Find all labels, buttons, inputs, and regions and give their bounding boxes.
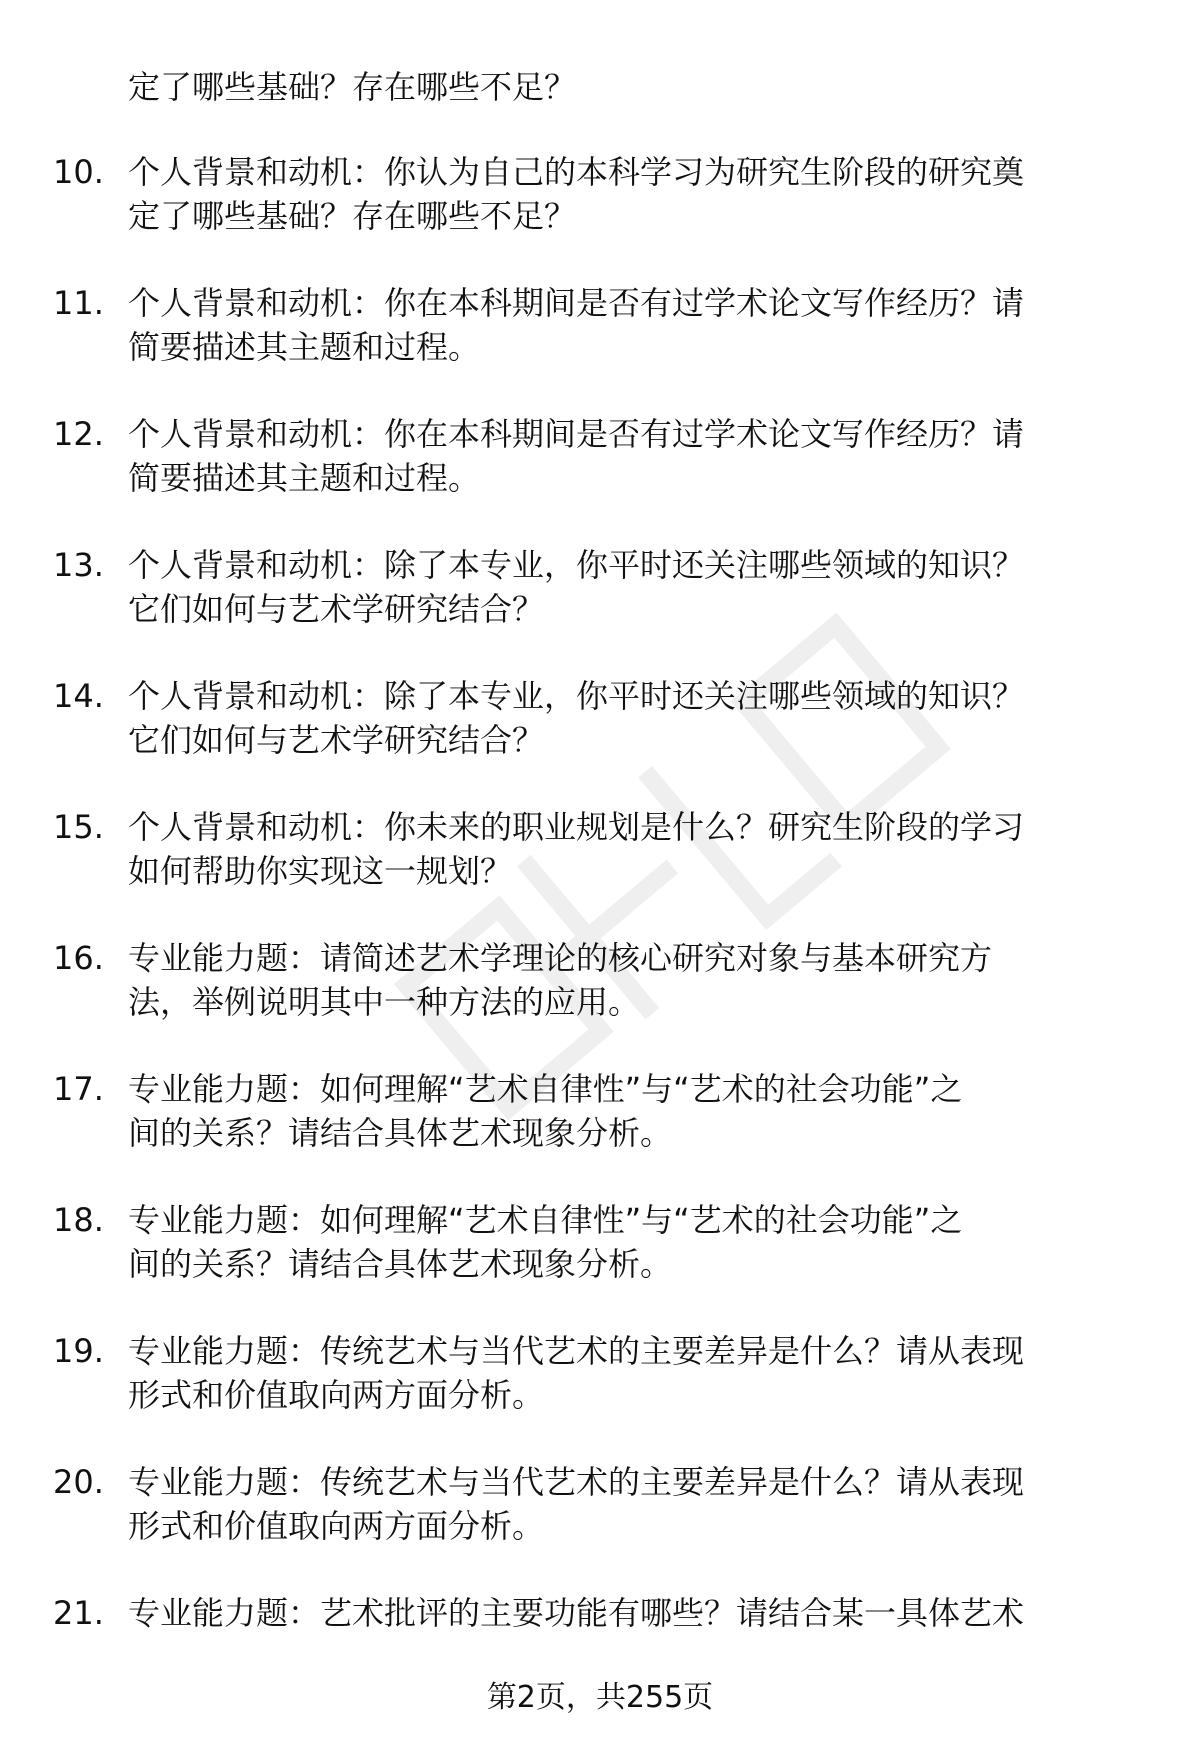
question-text-line: 专业能力题：如何理解“艺术自律性”与“艺术的社会功能”之: [128, 1070, 963, 1108]
question-number: 21.: [53, 1594, 104, 1632]
question-text-line: 个人背景和动机：你在本科期间是否有过学术论文写作经历？请: [128, 284, 1025, 322]
page-footer: 第2页，共255页: [486, 1680, 714, 1715]
continuation-line: 定了哪些基础？存在哪些不足？: [128, 68, 577, 106]
question-text-line: 定了哪些基础？存在哪些不足？: [128, 197, 577, 235]
question-number: 19.: [53, 1332, 104, 1370]
question-text-line: 间的关系？请结合具体艺术现象分析。: [128, 1114, 673, 1152]
question-number: 16.: [53, 939, 104, 977]
question-text-line: 个人背景和动机：你认为自己的本科学习为研究生阶段的研究奠: [128, 153, 1025, 191]
question-text-line: 专业能力题：艺术批评的主要功能有哪些？请结合某一具体艺术: [128, 1594, 1025, 1632]
question-text-line: 法，举例说明其中一种方法的应用。: [128, 983, 641, 1021]
question-text-line: 如何帮助你实现这一规划？: [128, 852, 513, 890]
question-number: 11.: [53, 284, 104, 322]
question-text-line: 简要描述其主题和过程。: [128, 328, 481, 366]
question-text-line: 它们如何与艺术学研究结合？: [128, 590, 545, 628]
question-text-line: 个人背景和动机：除了本专业，你平时还关注哪些领域的知识？: [128, 677, 1025, 715]
question-text-line: 专业能力题：传统艺术与当代艺术的主要差异是什么？请从表现: [128, 1332, 1025, 1370]
question-number: 14.: [53, 677, 104, 715]
question-number: 15.: [53, 808, 104, 846]
question-text-line: 个人背景和动机：你在本科期间是否有过学术论文写作经历？请: [128, 415, 1025, 453]
question-text-line: 形式和价值取向两方面分析。: [128, 1507, 545, 1545]
question-text-line: 个人背景和动机：除了本专业，你平时还关注哪些领域的知识？: [128, 546, 1025, 584]
question-number: 10.: [53, 153, 104, 191]
question-text-line: 专业能力题：请简述艺术学理论的核心研究对象与基本研究方: [128, 939, 993, 977]
question-text-line: 间的关系？请结合具体艺术现象分析。: [128, 1245, 673, 1283]
question-text-line: 专业能力题：传统艺术与当代艺术的主要差异是什么？请从表现: [128, 1463, 1025, 1501]
question-number: 18.: [53, 1201, 104, 1239]
question-text-line: 形式和价值取向两方面分析。: [128, 1376, 545, 1414]
question-number: 17.: [53, 1070, 104, 1108]
question-number: 13.: [53, 546, 104, 584]
question-text-line: 个人背景和动机：你未来的职业规划是什么？研究生阶段的学习: [128, 808, 1025, 846]
question-text-line: 专业能力题：如何理解“艺术自律性”与“艺术的社会功能”之: [128, 1201, 963, 1239]
question-text-line: 简要描述其主题和过程。: [128, 459, 481, 497]
question-number: 12.: [53, 415, 104, 453]
question-text-line: 它们如何与艺术学研究结合？: [128, 721, 545, 759]
question-number: 20.: [53, 1463, 104, 1501]
